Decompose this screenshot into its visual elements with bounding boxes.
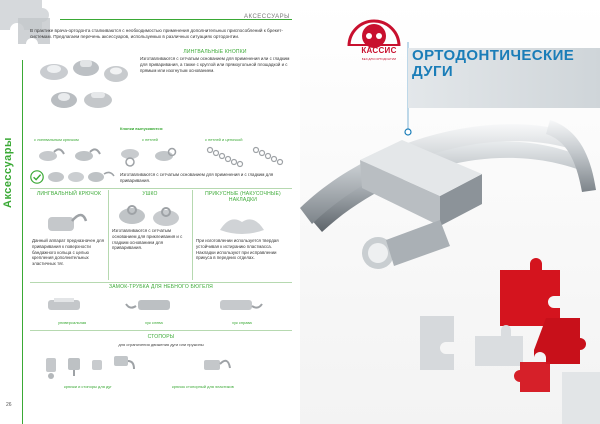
right-page xyxy=(300,0,600,424)
intro-text: В практике врача-ортодонта сталкиваются с необходимостью применения дополнительных приспособлений к брекет-системам. Предлагаем перечень аксессуаров, используемых в различных ситуациях ортодонтии. xyxy=(30,28,283,39)
stoppers-elastic-hook: крючок стопорный для эластиков xyxy=(172,384,234,389)
variant-hook: с лингвальным крючком xyxy=(34,137,79,142)
eyelet-title: УШКО xyxy=(142,191,158,197)
lingual-buttons-text: Изготавливаются с сетчатым основанием для применения или с гладким для приваривания, а также с круглой или прямоугольной площадкой и с прямым или изогнутым основанием. xyxy=(140,56,290,73)
tube-lock-universal: универсальная xyxy=(58,320,87,325)
brand-name: КАССИС xyxy=(361,46,397,55)
eyelet-image xyxy=(114,200,186,228)
variants-title: Кнопки выпускаются: xyxy=(120,126,164,131)
lingual-buttons-image xyxy=(34,52,134,118)
section-header: АКСЕССУАРЫ xyxy=(244,14,290,20)
stoppers-hooks: крючки и стопоры для дуг xyxy=(64,384,112,389)
stoppers-image xyxy=(40,352,290,382)
page-number: 26 xyxy=(6,402,12,408)
lingual-buttons-title: ЛИНГВАЛЬНЫЕ КНОПКИ xyxy=(183,49,247,55)
eyelet-text: Изготавливаются с сетчатым основанием для приклеивания и с гладким основанием для приваривания. xyxy=(112,228,183,251)
divider-2 xyxy=(30,282,292,283)
puzzle-corner-icon xyxy=(0,0,60,50)
tube-lock-image xyxy=(40,294,290,318)
divider-3 xyxy=(30,330,292,331)
lingual-hook-text: Данный аппарат предназначен для приваривания к поверхности бандажного кольца с целью крепления дополнительных эластичных тяг. xyxy=(32,238,104,267)
lingual-hook-title: ЛИНГВАЛЬНЫЙ КРЮЧОК xyxy=(36,191,102,197)
stoppers-subtitle: для ограничения движения дуги или пружины xyxy=(118,342,204,347)
tube-lock-right: хук справа xyxy=(232,320,252,325)
bite-pads-title: ПРИКУСНЫЕ (НАКУСОЧНЫЕ) НАКЛАДКИ xyxy=(205,191,281,203)
page-title: ОРТОДОНТИЧЕСКИЕ ДУГИ xyxy=(412,47,575,80)
stoppers-title: СТОПОРЫ xyxy=(147,334,175,340)
variant-loop: с петлей xyxy=(142,137,158,142)
check-icon xyxy=(30,170,44,184)
bite-pads-text: При изготовлении используется твердая устойчивая к истиранию пластмасса. Накладки используют при исправлении прикуса в передних отделах. xyxy=(196,238,279,261)
side-label: Аксессуары xyxy=(2,137,14,208)
brand-subtitle: БЕЗ ДЛЯ ОРТОДОНТИИ xyxy=(361,57,397,61)
side-bar xyxy=(0,60,23,424)
variant-loop-chain: с петлей и цепочкой xyxy=(205,137,243,142)
variant-pieces-image xyxy=(46,168,118,186)
lingual-hook-image xyxy=(44,207,90,237)
lingual-buttons-note: Изготавливаются с сетчатым основанием для применения и с гладким для приваривания. xyxy=(120,172,274,183)
lingual-buttons-variants-image xyxy=(34,144,292,168)
tube-lock-title: ЗАМОК-ТРУБКА ДЛЯ НЕБНОГО БЮГЕЛЯ xyxy=(109,284,213,290)
divider-1 xyxy=(30,188,292,189)
bite-pads-image xyxy=(214,212,270,238)
col-divider-2 xyxy=(192,190,193,280)
tube-lock-left: хук слева xyxy=(145,320,163,325)
col-divider-1 xyxy=(108,190,109,280)
